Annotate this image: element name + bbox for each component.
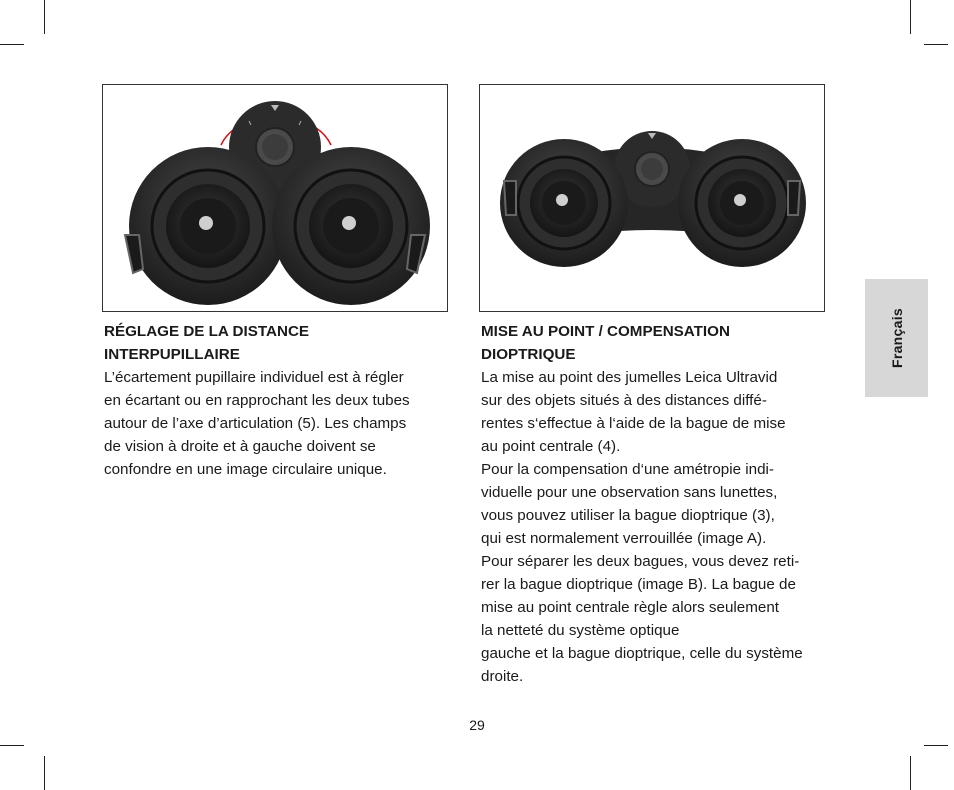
binoculars-folded-image — [102, 84, 448, 312]
section-body: La mise au point des jumelles Leica Ultravid sur des objets situés à des distances diffé- rentes s‘effectue à l‘aide de la bague de mise au point centrale (4). Pour la compensation d‘une amétropie indi- viduelle pour une observation sans lunettes, vous pouvez utiliser la bague dioptrique (3), qui est normalement verrouillée (image A). Pour séparer les deux bagues, vous devez reti- rer la bague dioptrique (image B). La bague de mise au point centrale règle alors seulement la netteté du système optique gauche et la bague dioptrique, celle du système droite. — [481, 369, 803, 685]
page-number: 29 — [469, 717, 485, 733]
crop-mark — [910, 0, 911, 34]
section-heading: RÉGLAGE DE LA DISTANCE INTERPUPILLAIRE — [104, 323, 310, 363]
language-tab-label: Français — [888, 308, 905, 368]
language-tab — [865, 279, 928, 397]
crop-mark — [0, 745, 24, 746]
section-heading: MISE AU POINT / COMPENSATION DIOPTRIQUE — [481, 323, 730, 363]
crop-mark — [924, 745, 948, 746]
crop-mark — [44, 756, 45, 790]
section-interpupillary — [104, 320, 450, 481]
crop-mark — [910, 756, 911, 790]
crop-mark — [924, 44, 948, 45]
section-focus — [481, 320, 829, 688]
crop-mark — [44, 0, 45, 34]
crop-mark — [0, 44, 24, 45]
binoculars-open-image — [479, 84, 825, 312]
section-body: L’écartement pupillaire individuel est à régler en écartant ou en rapprochant les deux tubes autour de l’axe d’articulation (5). Les champs de vision à droite et à gauche doivent se confondre en une image circulaire unique. — [104, 369, 410, 478]
